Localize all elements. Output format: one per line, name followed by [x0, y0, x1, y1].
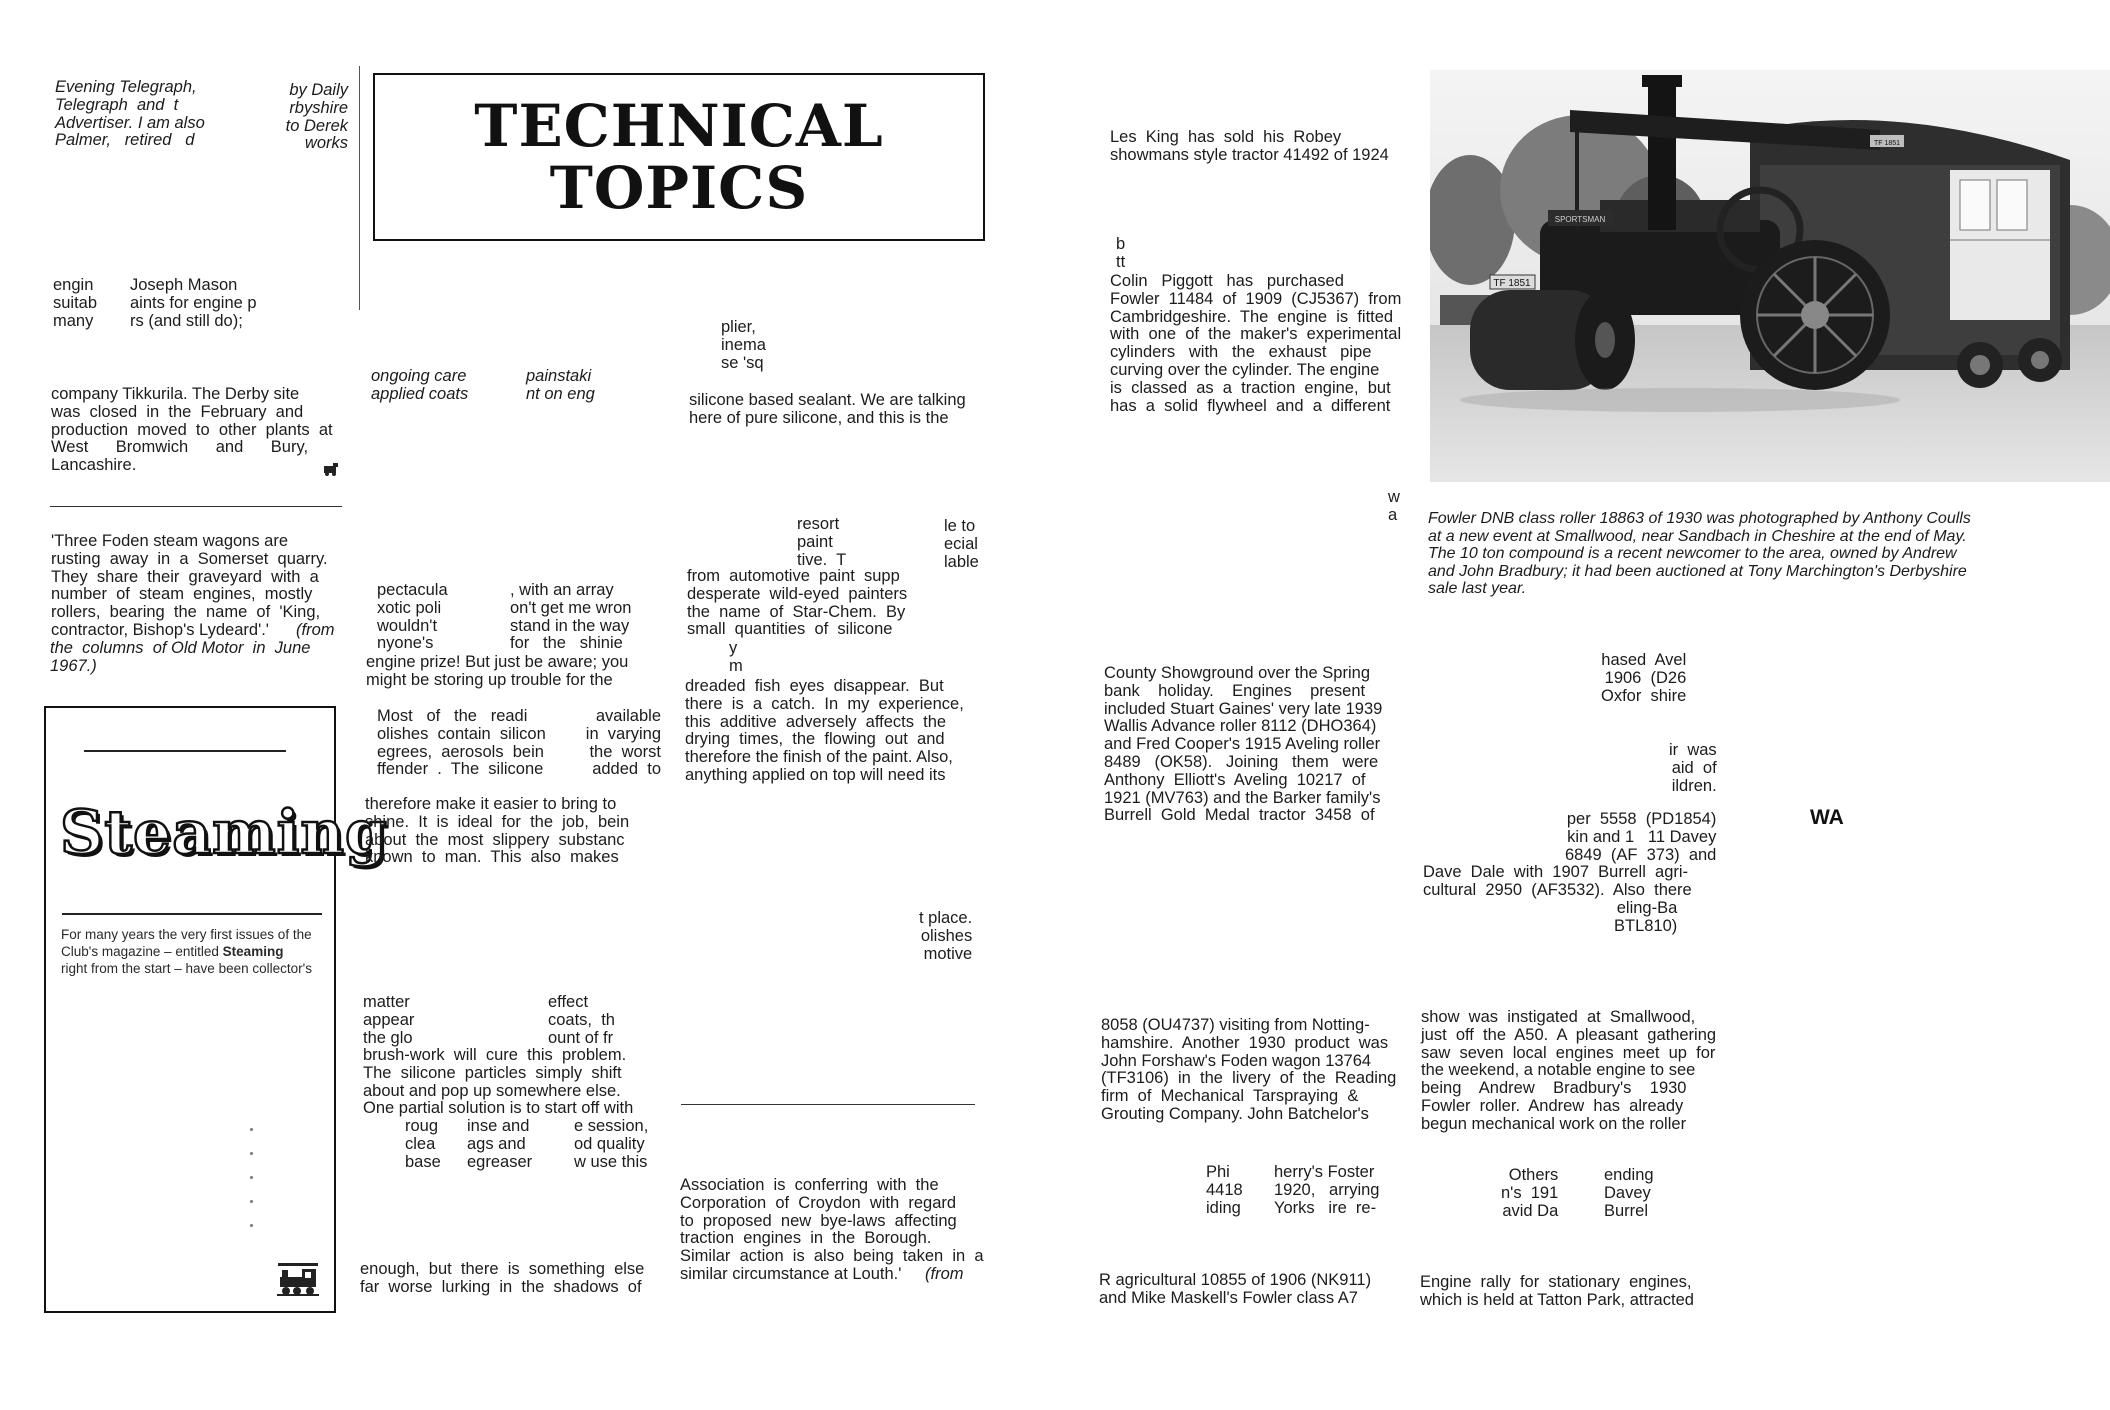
col4-text-b5-left: Phi 4418 iding: [1206, 1163, 1243, 1217]
advert-text-bold: Steaming: [222, 944, 284, 959]
col5-text-b3-tail: eling-Ba BTL810): [1614, 899, 1678, 935]
end-mark-icon: [323, 462, 341, 481]
col2-text-b6: enough, but there is something else far worse lurking in the shadows of: [360, 1260, 645, 1296]
col3-text-b2: silicone based sealant. We are talking here of pure silicone, and this is the: [689, 391, 966, 427]
steaming-logo: Steaming: [60, 798, 388, 868]
advert-dot: [250, 1128, 253, 1131]
col5-text-b4: show was instigated at Smallwood, just off the A50. A pleasant gathering saw seven local engines meet up for the weekend, a notable engine to see being Andrew Bradbury's 1930 Fowler roller. Andrew has already begun mechanical work on the roller: [1421, 1008, 1717, 1133]
col5-text-b2: ir was aid of ildren.: [1669, 741, 1717, 795]
col1-text-block1-left: Evening Telegraph, Telegraph and t Advertiser. I am also Palmer, retired d: [55, 78, 205, 150]
col2-text-b1-right: , with an array on't get me wron stand in the way for the shinie: [510, 581, 632, 653]
col3-text-b6: Association is conferring with the Corporation of Croydon with regard to proposed new bye-laws affecting traction engines in the Borough. Similar action is also being taken in a similar circumstance at Louth.': [680, 1176, 984, 1283]
col4-text-b1: Les King has sold his Robey showmans style tractor 41492 of 1924: [1110, 128, 1389, 164]
col2-text-b1-cont: engine prize! But just be aware; you might be storing up trouble for the: [366, 653, 629, 689]
advert-dot: [250, 1152, 253, 1155]
column-rule: [359, 66, 360, 310]
col1-divider: [50, 506, 342, 507]
col4-text-b6: R agricultural 10855 of 1906 (NK911) and Mike Maskell's Fowler class A7: [1099, 1271, 1372, 1307]
page-title-line1: TECHNICAL: [474, 92, 884, 160]
col5-text-b6: Engine rally for stationary engines, which is held at Tatton Park, attracted: [1420, 1273, 1694, 1309]
advert-text: [61, 926, 323, 977]
advert-bottom-rule: [62, 913, 322, 915]
col1-text-block1-right: by Daily rbyshire to Derek works: [285, 81, 348, 153]
advert-dot: [250, 1200, 253, 1203]
col3-text-b3-right: le to ecial lable: [944, 517, 979, 571]
col5-text-b3: per 5558 (PD1854) kin and 1 11 Davey 6849 (AF 373) and: [1565, 810, 1717, 864]
col2-italic-right: painstaki nt on eng: [526, 367, 595, 403]
col5-text-b5-right: ending Davey Burrel: [1604, 1166, 1654, 1220]
col2-text-b4-cont: brush-work will cure this problem. The silicone particles simply shift about and pop up somewhere else. One partial solution is to start off with: [363, 1046, 634, 1118]
page-title-line2: TOPICS: [549, 154, 809, 222]
photo-plate-front: TF 1851: [1493, 278, 1531, 289]
col1-text-block2-right: Joseph Mason aints for engine p rs (and still do);: [130, 276, 257, 330]
col1-text-block3: company Tikkurila. The Derby site was closed in the February and production moved to other plants at West Bromwich and Bury, Lancashire.: [51, 385, 333, 475]
col5-text-b5-left: Others n's 191 avid Da: [1501, 1166, 1559, 1220]
technical-topics-title-box: [373, 73, 985, 241]
col4-text-b3: County Showground over the Spring bank holiday. Engines present included Stuart Gaines' very late 1939 Wallis Advance roller 8112 (DHO364) and Fred Cooper's 1915 Aveling roller 8489 (OK58). Joining them were Anthony Elliott's Aveling 10217 of 1921 (MV763) and the Barker family's Burrell Gold Medal tractor 3458 of: [1104, 664, 1383, 825]
col2-text-b3: therefore make it easier to bring to shine. It is ideal for the job, bein about the most slippery substanc known to man. This also makes: [365, 795, 630, 867]
advert-text-suffix: right from the start – have been collector's: [61, 961, 312, 976]
col3-text-b1: plier, inema se 'sq: [721, 318, 766, 372]
col3-divider: [681, 1104, 975, 1105]
col2-text-b5-left: roug clea base: [405, 1117, 441, 1171]
photo-headboard-text: SPORTSMAN: [1554, 215, 1606, 224]
col3-text-b3-y: y m: [729, 639, 743, 675]
col4-text-b4: 8058 (OU4737) visiting from Notting- hamshire. Another 1930 product was John Forshaw's Foden wagon 13764 (TF3106) in the livery of the Reading firm of Mechanical Tarspraying & Grouting Company. John Batchelor's: [1101, 1016, 1397, 1123]
steaming-advert: [44, 706, 388, 1313]
col1-text-block4-source: (from the columns of Old Motor in June 1967.): [50, 621, 335, 675]
advert-dot: [250, 1176, 253, 1179]
photo-caption: Fowler DNB class roller 18863 of 1930 was photographed by Anthony Coulls at a new event at Smallwood, near Sandbach in Cheshire at the end of May. The 10 ton compound is a recent newcomer to the area, owned by Andrew and John Bradbury; it had been auctioned at Tony Marchington's Derbyshire sale last year.: [1428, 510, 1971, 597]
col3-text-b6-source: (from: [925, 1265, 964, 1283]
col3-text-b4: dreaded fish eyes disappear. But there is a catch. In my experience, this additive adversely affects the drying times, the flowing out and therefore the finish of the paint. Also, anything applied on top will need its: [685, 677, 964, 784]
col5-wa-label: WA: [1810, 806, 1844, 829]
col1-text-block4: 'Three Foden steam wagons are rusting away in a Somerset quarry. They share their graveyard with a number of steam engines, mostly rollers, bearing the name of 'King, contractor, Bishop's Lydeard'.': [51, 532, 328, 639]
col4-text-b2: Colin Piggott has purchased Fowler 11484 of 1909 (CJ5367) from Cambridgeshire. The engine is fitted with one of the maker's experimental cylinders with the exhaust pipe curving over the cylinder. The engine is classed as a traction engine, but has a solid flywheel and a different: [1110, 272, 1402, 415]
col1-text-block2-left: engin suitab many: [53, 276, 98, 330]
col2-italic-left: ongoing care applied coats: [371, 367, 469, 403]
col2-text-b4-right: effect coats, th ount of fr: [548, 993, 615, 1047]
locomotive-icon: [276, 1261, 320, 1302]
col2-text-b4-left: matter appear the glo: [363, 993, 415, 1047]
col4-text-b5-right: herry's Foster 1920, arrying Yorks ire re-: [1274, 1163, 1380, 1217]
col3-text-b3-left: resort paint tive. T: [797, 515, 847, 569]
advert-dot: [250, 1224, 253, 1227]
col3-text-b5: t place. olishes motive: [919, 909, 973, 963]
col4-text-b2-bt: b tt: [1116, 235, 1126, 271]
col4-text-b2-wa: w a: [1388, 488, 1400, 524]
col2-text-b2-right: available in varying the worst added to: [585, 707, 661, 779]
col3-text-b3-cont: from automotive paint supp desperate wild-eyed painters the name of Star-Chem. By small quantities of silicone: [687, 567, 908, 639]
fowler-roller-photo: [1430, 70, 2110, 482]
col2-text-b5-right: e session, od quality w use this: [574, 1117, 649, 1171]
col2-text-b5-mid: inse and ags and egreaser: [467, 1117, 533, 1171]
advert-text-prefix: For many years the very first issues of the Club's magazine – entitled: [61, 927, 312, 959]
col5-text-b3-cont: Dave Dale with 1907 Burrell agri- cultural 2950 (AF3532). Also there: [1423, 863, 1692, 899]
col2-text-b2-left: Most of the readi olishes contain silicon egrees, aerosols bein ffender . The silicone: [377, 707, 546, 779]
photo-plate-side: TF 1851: [1873, 140, 1901, 147]
advert-top-rule: [84, 750, 286, 752]
col2-text-b1-left: pectacula xotic poli wouldn't nyone's: [377, 581, 448, 653]
col5-text-b1: hased Avel 1906 (D26 Oxfor shire: [1601, 651, 1687, 705]
